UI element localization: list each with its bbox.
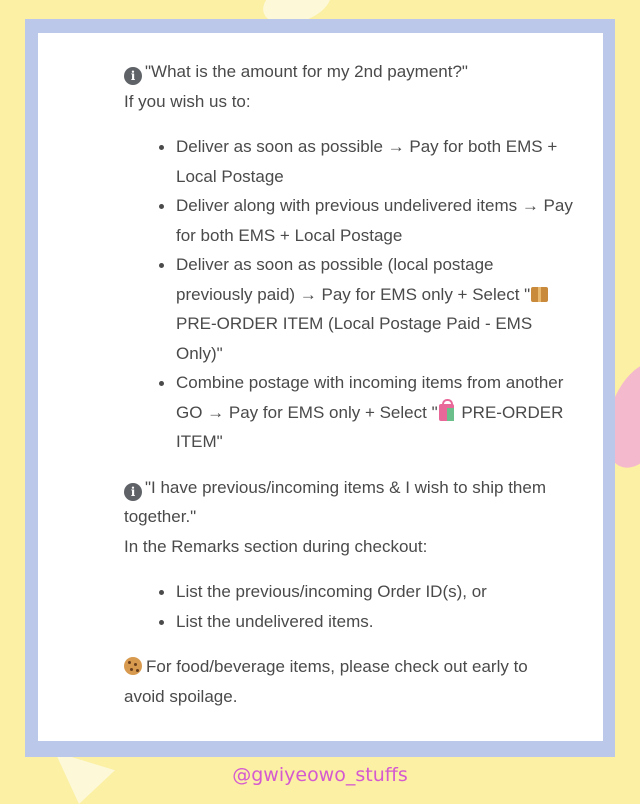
question-1-list xyxy=(124,132,573,457)
info-card xyxy=(38,33,603,741)
info-icon: i xyxy=(124,67,142,85)
question-1-intro: If you wish us to: xyxy=(124,91,251,111)
question-2-intro: In the Remarks section during checkout: xyxy=(124,536,428,556)
food-note: For food/beverage items, please check out early to avoid spoilage. xyxy=(124,657,528,706)
package-icon xyxy=(531,287,548,302)
cookie-icon xyxy=(124,657,142,675)
shopping-bags-icon xyxy=(439,404,454,421)
list-item: List the previous/incoming Order ID(s), or xyxy=(146,577,573,607)
social-handle: @gwiyeowo_stuffs xyxy=(232,764,408,786)
card-frame xyxy=(25,19,615,757)
list-item: List the undelivered items. xyxy=(146,607,573,637)
question-2-title: i "I have previous/incoming items & I wish to ship them together." xyxy=(124,477,546,526)
list-item: Deliver along with previous undelivered items → Pay for both EMS + Local Postage xyxy=(146,191,573,250)
list-item: Combine postage with incoming items from another GO → Pay for EMS only + Select " PRE-ORDER ITEM" xyxy=(146,368,573,457)
list-item: Deliver as soon as possible → Pay for both EMS + Local Postage xyxy=(146,132,573,191)
question-2-list xyxy=(124,577,573,636)
list-item: Deliver as soon as possible (local postage previously paid) → Pay for EMS only + Select " PRE-ORDER ITEM (Local Postage Paid - EMS Only)" xyxy=(146,250,573,368)
question-1-title: i "What is the amount for my 2nd payment?" xyxy=(124,57,573,87)
info-icon: i xyxy=(124,483,142,501)
